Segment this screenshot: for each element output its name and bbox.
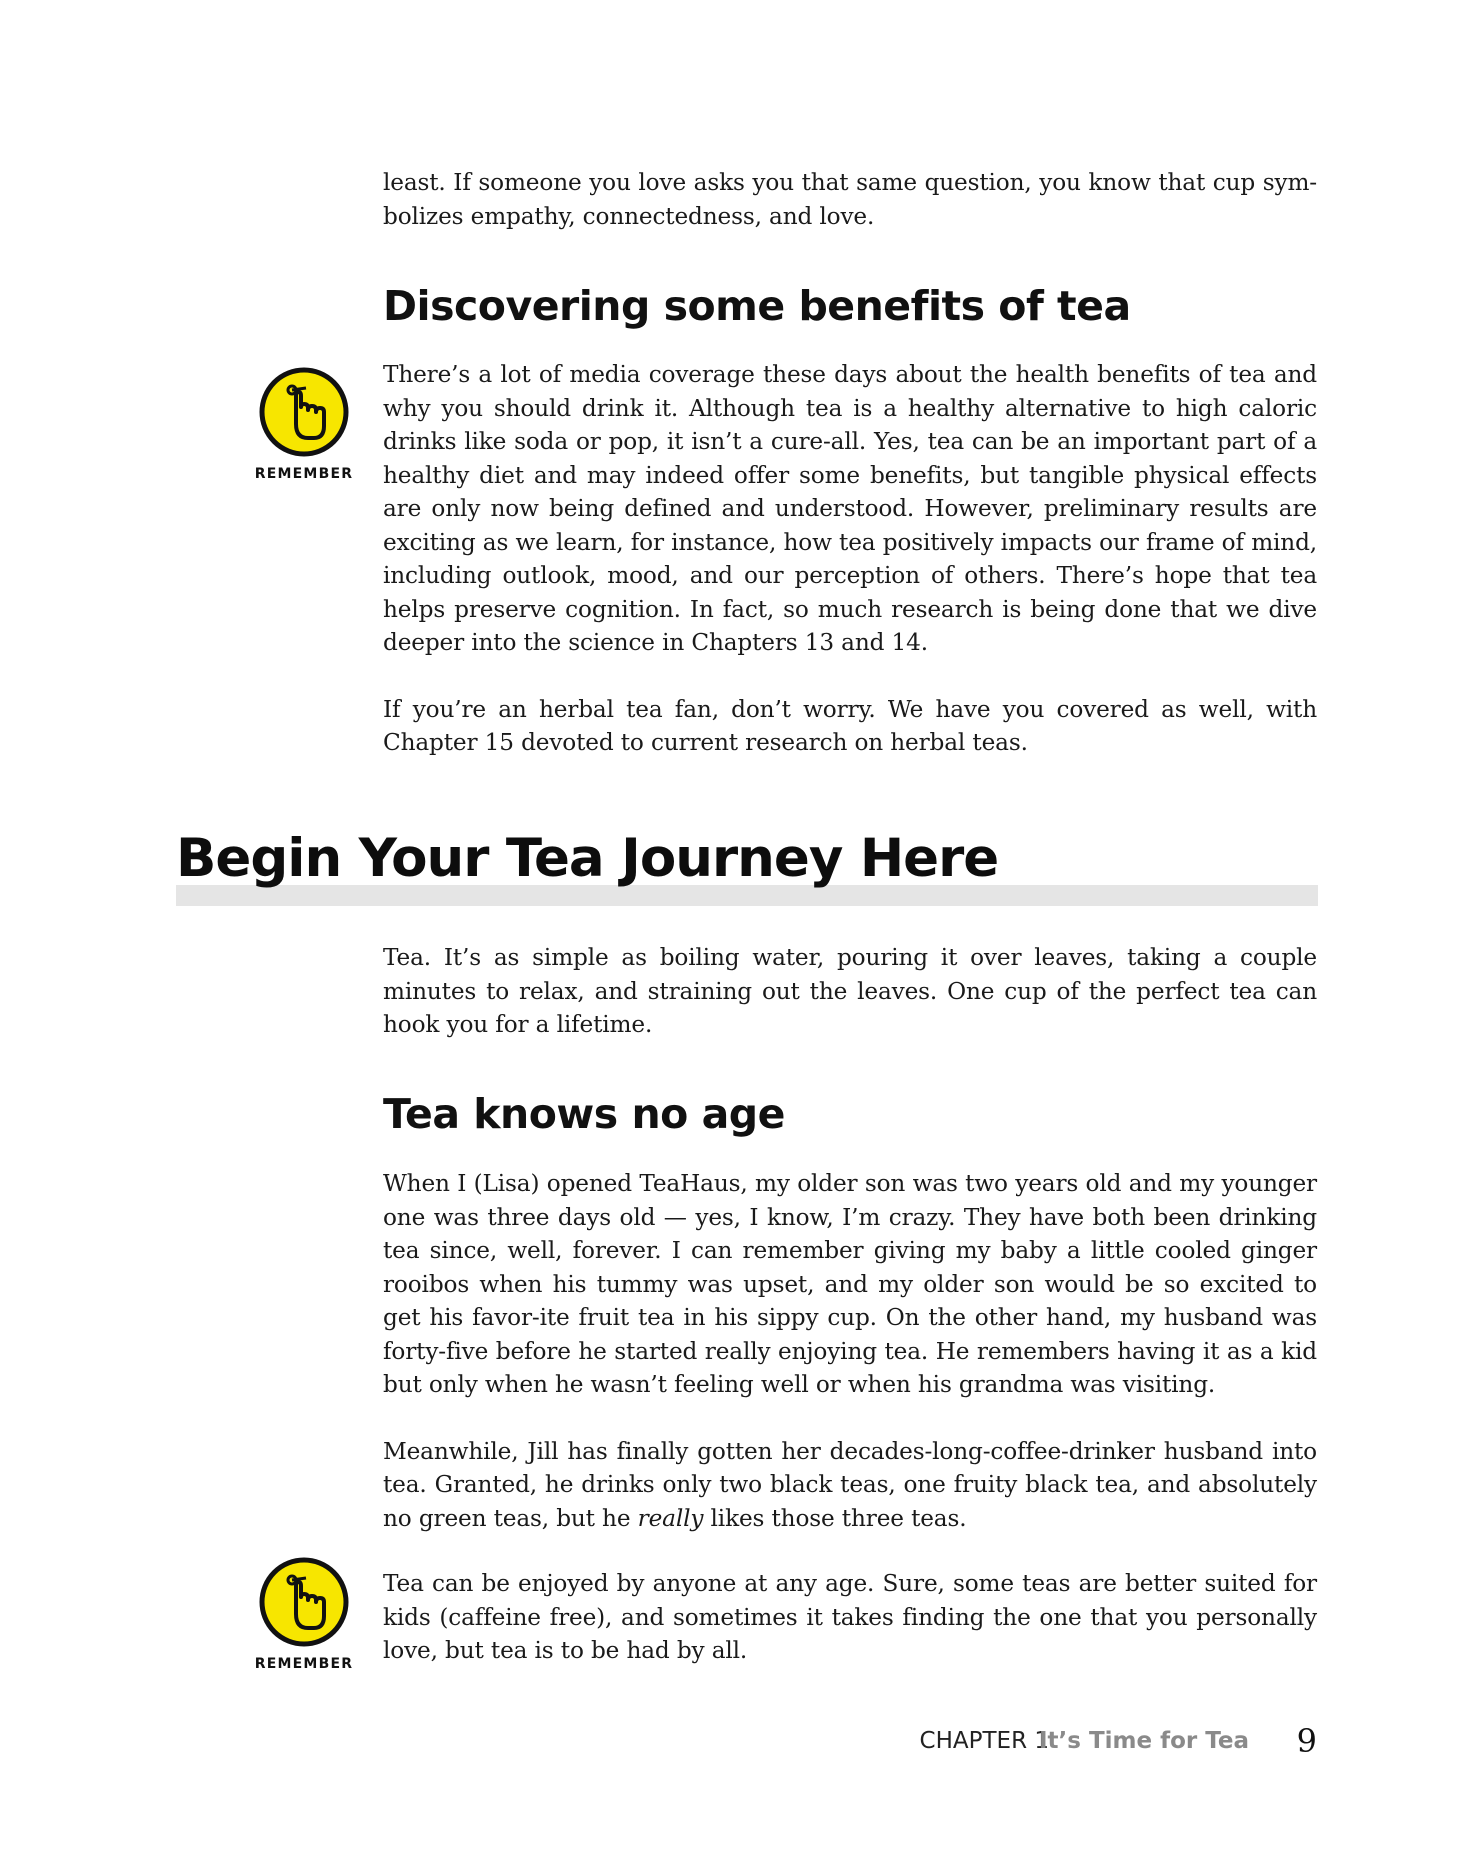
remember-label: REMEMBER [254, 466, 354, 482]
journey-paragraph: Tea. It’s as simple as boiling water, pouring it over leaves, taking a couple minutes to relax, and straining out the leaves. One cup of the perfect tea can hook you for a lifetime. [383, 944, 1317, 1038]
age-paragraph-3: Tea can be enjoyed by anyone at any age. Sure, some teas are better suited for kids (caffeine free), and sometimes it takes finding the one that you personally love, but tea is to be had by all. [383, 1570, 1317, 1664]
footer-chapter: CHAPTER 1 [919, 1728, 1049, 1754]
benefits-heading-wrap [383, 282, 1317, 330]
journey-heading: Begin Your Tea Journey Here [176, 828, 999, 889]
benefits-paragraph-2: If you’re an herbal tea fan, don’t worry. We have you covered as well, with Chapter 15 devoted to current research on herbal teas. [383, 695, 1317, 756]
remember-callout-1 [253, 366, 355, 482]
age-paragraph-2-end: likes those three teas. [703, 1504, 967, 1532]
benefits-paragraph-1: There’s a lot of media coverage these days about the health benefits of tea and why you should drink it. Although tea is a healthy alternative to high caloric drinks like soda or pop, it isn’t a cure-all. Yes, tea can be an important part of a healthy diet and may indeed offer some benefits, but tangible physical effects are only now being defined and understood. However, preliminary results are exciting as we learn, for instance, how tea positively impacts our frame of mind, including outlook, mood, and our perception of others. There’s hope that tea helps preserve cognition. In fact, so much research is being done that we dive deeper into the science in Chapters 13 and 14. [383, 361, 1317, 656]
age-paragraph-2-start: Meanwhile, Jill has finally gotten her decades-long-coffee-drinker husband into tea. Granted, he drinks only two black teas, one fruity black tea, and absolutely no green teas, but he [383, 1437, 1317, 1532]
remember-callout-2 [253, 1556, 355, 1672]
benefits-heading: Discovering some benefits of tea [383, 282, 1131, 330]
footer-chapter-title: It’s Time for Tea [1038, 1728, 1249, 1754]
journey-body [383, 941, 1317, 1042]
remember-icon [258, 1556, 350, 1648]
age-heading-wrap [383, 1090, 1317, 1138]
intro-section [383, 166, 1317, 233]
remember-icon [258, 366, 350, 458]
benefits-body [383, 358, 1317, 760]
remember-label: REMEMBER [254, 1656, 354, 1672]
age-paragraph-2-emphasis: really [637, 1504, 704, 1532]
age-body [383, 1167, 1317, 1535]
page-number: 9 [1296, 1722, 1317, 1760]
age-heading: Tea knows no age [383, 1090, 785, 1138]
journey-heading-wrap [176, 826, 1318, 906]
age-paragraph-1: When I (Lisa) opened TeaHaus, my older son was two years old and my younger one was three days old — yes, I know, I’m crazy. They have both been drinking tea since, well, forever. I can remember giving my baby a little cooled ginger rooibos when his tummy was upset, and my older son would be so excited to get his favor-ite fruit tea in his sippy cup. On the other hand, my husband was forty-five before he started really enjoying tea. He remembers having it as a kid but only when he wasn’t feeling well or when his grandma was visiting. [383, 1170, 1317, 1398]
age-paragraph-2 [383, 1435, 1317, 1536]
intro-paragraph: least. If someone you love asks you that same question, you know that cup sym-bolizes empathy, connectedness, and love. [383, 169, 1317, 230]
page-footer [800, 1722, 1317, 1762]
age-remember-body [383, 1567, 1317, 1668]
